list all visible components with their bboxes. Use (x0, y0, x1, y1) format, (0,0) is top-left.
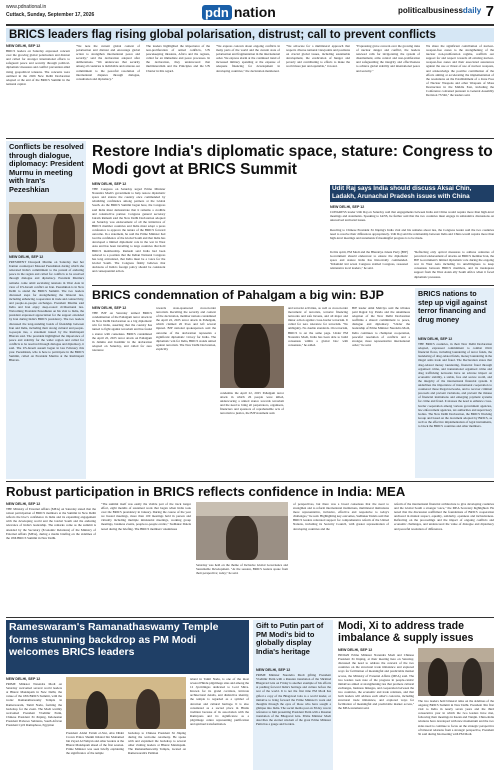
masthead-logo (202, 3, 276, 21)
a8-col4: island in Tamil Nadu, is one of the most revered Hindu pilgrimage sites and among the 12 Jyotirlingas dedicated to Lord Shiva. Known for its grand corridors, intricate architectural details, and distinctive identity, the temple is regarded as a symbol of devotion and cultural heritage. It is also considered as a sacred place in Hindu tradition because of its association with the Ramayana and its significance as a pilgrimage centre representing purification and spiritual transformation. (190, 677, 249, 727)
page-number: 7 (485, 3, 494, 20)
a3-rule (92, 285, 494, 286)
a3-text: THE Congress on Saturday urged Prime Minister Narendra Modi's government to help restore diplomatic space and stature the country once commanded by rebuilding confidence among partners at the Global South. As the BRICS Summit began here, the Congress said India must demonstrate that it remains a credible and constructive partner. Congress general secretary Jairam Ramesh said the New Delhi Declaration adopted on Saturday was endorsement of all the initiatives of BRICS member countries and India must adopt a press conference to approve the nature of the BRICS forward outcome. In a statement, he said the Prime Minister had lost the confidence of the Global South and that India has developed a limited diplomatic role in the war in West Asia and has been travelling to large countries that hold BRICS membership. Ramesh said India had been reduced to a position that the Indian National Congress has long articulated, that India must be a voice for the Global South. The Congress firmly believes that decisions of India's foreign policy should be consistent and consequential action. (92, 187, 166, 273)
masthead-url[interactable]: www.pdnational.in (6, 4, 47, 10)
a4-dateline: NEW DELHI, SEP 12 (330, 205, 365, 209)
a7-col5: reform of the international financial architecture to give developing countries and the Global South a stronger voice," the MEA Secretary highlighted. He noted that the discussion reaffirmed the foundations of BRICS cooperation anchored in mutual respect, equality, solidarity, openness and inclusiveness. Reflecting on the proceedings and the impact of ongoing conflicts and economic challenges, and underscored the value of dialogue and diplomacy and peaceful resolution of differences. (394, 502, 494, 531)
a7-col1: NEW DELHI, SEP 12 THE Ministry of External Affairs (MEA) on Saturday stated that the robust participation of BRICS members at the Summit in New Delhi reflects the bloc's confidence in India and its expanding engagement with the developing world and the Global South and the enduring relevance of India's leadership. The remarks come as the summit is attended by the Secretary (Economic Relations) of the Ministry of External Affairs (MEA), during a media briefing on the sidelines of the 18th BRICS Summit in New Delhi. (6, 502, 96, 540)
a2-headline: Conflicts be resolved through dialogue, diplomacy: President Murmu in meeting with Iran's Pezeshkian (9, 142, 84, 194)
a1-col1: NEW DELHI, SEP 12 BRICS leaders on Saturday expressed concern over the growing global polarisation and distrust and called for stronger international efforts to safeguard peace and security through political-diplomatic measures and conflict prevention amid rising geopolitical tensions. The concerns were outlined in the 2026 New Delhi Declaration adopted at the end of the BRICS Summit in the national capital. (6, 44, 70, 86)
masthead (6, 3, 494, 23)
a4-lead: NEW DELHI, SEP 12 CONGRESS leader Udit Raj on Saturday said that engagements between India and China would require more than high-level meetings and statements. Speaking to IANS, he further said that the two countries must engage in substantive discussions on unresolved territorial issues. (330, 205, 494, 223)
a2-body: NEW DELHI, SEP 12 PRESIDENT Droupadi Murmu on Saturday met her Iranian counterpart Masoud Pezeshkian during which she reiterated India's commitment to the pursuit of enduring peace in the region and called for conflicts to be resolved through dialogue and diplomacy. President Murmu's remarks come amid escalating tensions in West Asia in view of US-Israeli conflict on Iran. Pezeshkian is in New Delhi to attend the BRICS Summit. The two leaders discussed steps for strengthening the bilateral ties, including enhancing cooperation in trade and connectivity, and people-to-people exchanges. President Murmu said India and Iran enjoy deep-rooted civilisational ties. Welcoming President Pezeshkian on his visit to India, the president expressed appreciation for the support extended by Iran during India's BRICS presidency. The two leaders discussed the long-standing bonds of friendship between Iran and India, including their strong cultural and people-to-people ties, a statement issued by the Rashtrapati Bhavan said. The president highlighted the importance of peace and stability for the wider region and called for conflicts to be resolved through dialogue and diplomacy, it said. The US-Israeli assault began in late February this year. Pezeshkian, who is here to participate in the BRICS Summit, called on President Murmu at the Rashtrapati Bhavan. (9, 255, 84, 363)
a7-headline: Robust participation in BRICS reflects confidence in India: MEA (6, 484, 406, 499)
a5-photo (220, 306, 284, 388)
a8-dateline: NEW DELHI, SEP 12 (6, 677, 41, 681)
a1-col7: We share the significant contribution of nuclear-weapon-free zones to the strengthening of the nuclear non-proliferation regime, reaffirm our support for and respect towards all existing nuclear-weapon-free zones and their associated assurances against the use or threat of use of nuclear weapons, and acknowledge the positive contribution of the efforts aiming at accelerating the implementation of the resolutions on the Establishment of a Zone Free of Nuclear Weapons and other Weapons of Mass Destruction in the Middle East, including the Conference convened pursuant to General Assembly Decision 73/546," the leaders said. (426, 44, 494, 98)
a6-body: NEW DELHI, SEP 12 THE BRICS countries, in their New Delhi Declaration adopted, expressed commitment to combat illicit financial flows, including laundering of terror funds, the laundering of drug-related funds, money laundering in the illegal arms trade and fraud. The Declaration states that drug-related money laundering, financial fraud through organised crime, and transnational organised crime and drug trafficking networks have an adverse impact on economic stability, a stable, free and secure world, and the integrity of the international financial system. It underlines the importance of international cooperation to counteract these illegal networks, and to recover criminal proceeds and prevent violations, and prevent the misuse of financial institutions and emerging payment systems for crime and fraud. It stresses the need to enhance cross-border cooperation among various government agencies, law enforcement agencies, tax authorities and supervisory bodies. The New Delhi Declaration, the BRICS Working Group and based on the document adopted by BRICS, as well as the effective implementation of legal instruments, to block the BRICS countries and other members. (418, 337, 492, 428)
a7-photo (196, 502, 288, 560)
a5-col3: condemns the April 22, 2025 Pahalgam terror attack in which 26 people were killed, underscoring a united stance towards terrorism and the need to bring all perpetrators, organisers, financiers and sponsors of reprehensible acts of terrorism to justice, the BJP statement said. (220, 391, 284, 416)
a3-headline: Restore India's diplomatic space, stature: Congress to Modi govt at BRICS Summit (92, 143, 493, 178)
a4-col1: In this spirit, PM Modi and the Bharatiya Janata Party (BJP) Government should endeavour to ensure the diplomatic space and stature India has historically commanded. "Khamdal ind seven Congress stabled Congress, reasoned reintensive local leaders," he said. (330, 250, 408, 271)
masthead-rule (6, 24, 494, 26)
a8-col1: NEW DELHI, SEP 12 PRIME Minister Narendra Modi on Saturday welcomed several world leaders at Bharat Mandapam in New Delhi, the venue of the 18th BRICS Summit, with the iconic Ramanathaswamy Temple in Rameswaram, Tamil Nadu, forming the backdrop for the event. The Modi warmly welcomed President Vladimir Putin, Chinese President Xi Jinping, Indonesian President Prabowo Subianto, South African President Cyril Ramaphosa, Egyptian (6, 677, 62, 728)
a10-headline: Modi, Xi to address trade imbalance & supply issues (338, 620, 474, 645)
a5-col5: BJP leader Amit Malviya said the tributes paid Rajpal Jay Panda and the unanimous adoption of the New Delhi Declaration reaffirms a shared commitment to peace, dialogue and diplomacy. "Under the leadership of Prime Minister Narendra Modi, India continues to champion cooperation, peaceful resolution of conflicts and a stronger, more representative international order," he said. (352, 306, 410, 347)
a5-dateline: NEW DELHI, SEP 12 (92, 306, 127, 310)
a1-col6: "Expressing grave concern over the growing risks of nuclear danger and conflict, the leaders renewed calls for invigorating the system of disarmament, arms control and non-proliferation and safeguarding the integrity and effectiveness to achieve global stability and international peace and security." (356, 44, 420, 73)
a10-photo (418, 648, 494, 696)
a7-rule (6, 617, 494, 618)
a1-headline: BRICS leaders flag rising global polarisation, distrust; call to prevent conflicts (9, 29, 436, 41)
a9-dateline: NEW DELHI, SEP 12 (256, 668, 291, 672)
a10-col1: NEW DELHI, SEP 12 INDIAN Prime Minister Narendra Modi and Chinese President Xi Jinping, at their meeting here on Saturday, discussed the need to address the concern of the two countries on the structural trade imbalance and explored ways for facilitation of meaningful and predictable market access, the Ministry of External Affairs (MEA) said. The two leaders took note of the progress in people-centric initiatives aimed at strengthening ties that promote cultural exchanges, business linkages, and cooperation between the two countries, the economic and trade relations, and that both leaders will address each other's concerns, including structural trade imbalance, and explored ways for facilitation of meaningful and predictable market access," the MEA statement said. (338, 648, 414, 711)
a9-headline: Gift to Putin part of PM Modi's bid to globally display India's heritage (256, 621, 324, 657)
a10-dateline: NEW DELHI, SEP 12 (338, 648, 373, 652)
a6-headline: BRICS nations to step up vigil against terror financing and drug money (418, 289, 488, 324)
a4-headline: Udit Raj says India should discuss Aksai Chin, Ladakh, Arunachal Pradesh issues with China (332, 185, 472, 200)
a8-col3: backdrop to Chinese President Xi Jinping during the welcome ceremony. He spoke with and explained the backdrop to several other visiting leaders at Bharat Mandapam. The Ramanathaswamy Temple, located on Rameswaram's Pamban (128, 731, 186, 756)
brand-name: politicalbusiness (398, 6, 463, 15)
a7-col3: Saturday was held on the theme of Inclusive Global Governance and Sustainable Development. "At the session, BRICS leaders spoke from their perspective; today," he said. (196, 563, 288, 576)
a1-rule (6, 138, 494, 139)
a4-col2: "Reflecting only optical measures to address centuries of perceived endorsement of attacks on BRICS member Iran, the BJP Government's limited diplomatic role during the ongoing war in West Asia including its unwillingness to keep consensus between BRICS members, and its inadequate support from the West Asian ally South Africa when it faced diplomatic pressures. (414, 250, 494, 279)
a5-rule (6, 481, 494, 482)
a6-dateline: NEW DELHI, SEP 12 (418, 337, 453, 341)
a1-col3: The leaders highlighted the importance of the non-proliferation of armed conflicts, UN peacekeeping missions, Africa and the regions, called for an immediate and peace processes. In the declaration, they underscored that multilateralism and the Principles and the UN Charter in this regard. (146, 44, 210, 73)
a10-col2: The two leaders held bilateral talks on the sidelines of the ongoing BRICS Summit in New Delhi. President Xin first visit to India in nearly seven years and the third consecutive year in which the two leaders have met, following their meetings in Kazan and Tianjin. China-India relations have developed with new momentum and the two sides need to continue to focus on the strategic perspective of bilateral relations from a strategic perspective, President Xi said during his meeting with PM Modi. (418, 699, 494, 736)
a7-col4: of perspectives, but there was a broad consensus that the need to strengthen and to reform international institutions, multilateral institutions more representative, inclusive, effective and responsive to today's challenges," he said. Highlighting key outcomes, Sudhakar Dalela said that BRICS leaders reiterated support for comprehensive reform of the United Nations, including its Security Council, with greater representation of developing countries and the (293, 502, 389, 531)
a3-body (92, 182, 324, 282)
masthead-date: Cuttack, Sunday, September 17, 2026 (6, 12, 95, 18)
a8-headline: Rameswaram's Ramanathaswamy Temple forms stunning backdrop as PM Modi welcomes BRICS leaders (9, 621, 219, 659)
a3-dateline: NEW DELHI, SEP 12 (92, 182, 127, 186)
a7-col2: "The summit itself was easily the visible part of the track longer effort, eight months of sustained work that began when India took over the BRICS presidency in January. During the course of the year we hosted meetings, more than 100 meetings held in person and virtually including multiple ministerial meetings, working group meetings, business events, people-to-people events," Sudhakar Dalela noted during the briefing. The BRICS members' unanimous (101, 502, 191, 531)
masthead-brand (398, 6, 481, 15)
logo-right: nation (233, 4, 276, 20)
a1-col2: "We note the current global context of polarisation and distrust and encourage global action to strengthen international peace and security," said the declaration adopted after deliberations. "We underscore that security among all countries is indivisible and reiterate our commitment to the peaceful resolution of international disputes through dialogue, consultation and diplomacy." (76, 44, 140, 81)
a2-photo (9, 202, 84, 252)
a4-lead2: Reacting to Chinese President Xi Jinping's India visit and his remarks about ties, the Congress leader said the two countries need to resolve their differences appropriately. Udit Raj said the relationship between India and China would require more than high-level meetings and statements if meaningful progress is to be made. (330, 228, 494, 241)
a1-col4: "We express concern about ongoing conflicts in many parts of the world and the current state of polarisation and fragmentation in the international order. We express alarm at the continued trend of increased military spending at the expense of adequate financing for development in developing countries," the declaration mentioned. (216, 44, 280, 73)
a9-body: NEW DELHI, SEP 12 PRIME Minister Narendra Modi gifting President Vladimir Putin with a Russian translation of the Shrimad Bhagavad Gita on Friday is another example of his efforts at pushing forward India's heritage and culture before the rest of the world. It is not the first time PM Modi has gifted a copy of the Bhagavad Gita to a world leader, or initiative to bring forward the Prime Minister's work and thoughts through the eyes of those who have sought a glimpse into India. The social media post on Friday was in reference to him presenting President Putin with a Russian translation of the Bhagavad Gita. Prime Minister Modi describes the eternal wisdom of the great Prime Minister Putin has a gauge and borders. (256, 668, 331, 727)
a8-photo (66, 677, 186, 729)
logo-left: pdn (202, 5, 232, 20)
a1-col5: "We advocate for a multilateral approach that respects diverse national viewpoints and positions on crucial global issues, including sustainable development, the eradication of hunger and poverty and contributing to efforts to make the world more just and equitable," it noted. (286, 44, 350, 69)
a8-col2: President Abdel Fattah el-Sisi, Abu Dhabi Crown Prince Sheikh Khaled bin Mohamed bin Zayed Al Nahyan and other leaders at the Bharat Mandapam ahead of the first session. Prime Minister was seen briefly explaining the significance of the temple (66, 731, 124, 756)
a5-col4: and terrorist activities, as well as cross-border movement of terrorists, terrorist financing networks and safe havens, and all major and minor action against cross-border terrorism. It called for zero tolerance for terrorism. "No ambiguity. No double standards. On terrorism, BRICS is on the same page. Under PM Narendra Modi, India has been able to build consensus within a global bloc with consensus," he added. (288, 306, 348, 347)
a2-dateline: NEW DELHI, SEP 12 (9, 255, 44, 259)
a1-body (6, 44, 494, 136)
a7-dateline: NEW DELHI, SEP 12 (6, 502, 41, 506)
brand-suffix: daily (462, 6, 482, 15)
a5-col2: towards state-sponsored cross-border terrorism. Recalling the security and context of the declaration, member nations condemned the April 22, 2025 terror attack in Pahalgam, which claimed 26 lives and left several injured. BJP national spokesperson said the outcome of the declaration represents a significant diplomatic victory for India. The diplomatic win for India, BRICS stands united against terrorism. The New Delhi Declaration, explicitly (156, 306, 216, 351)
a5-headline: BRICS condemnation of Pahalgam a big win: BJP (92, 288, 384, 302)
a1-dateline: NEW DELHI, SEP 12 (6, 44, 41, 48)
a5-col1: NEW DELHI, SEP 12 THE BJP on Saturday termed BRICS condemnation of the Pahalgam terror attack in its New Delhi Declaration as a big diplomatic win for India, asserting that the country has turned to fight against terrorism and has found a stance with consensus. BRICS condemned the April 22, 2025 terror attack on Pahalgam in Jammu and Kashmir in the declaration adopted on Saturday, and called for zero tolerance (92, 306, 152, 352)
